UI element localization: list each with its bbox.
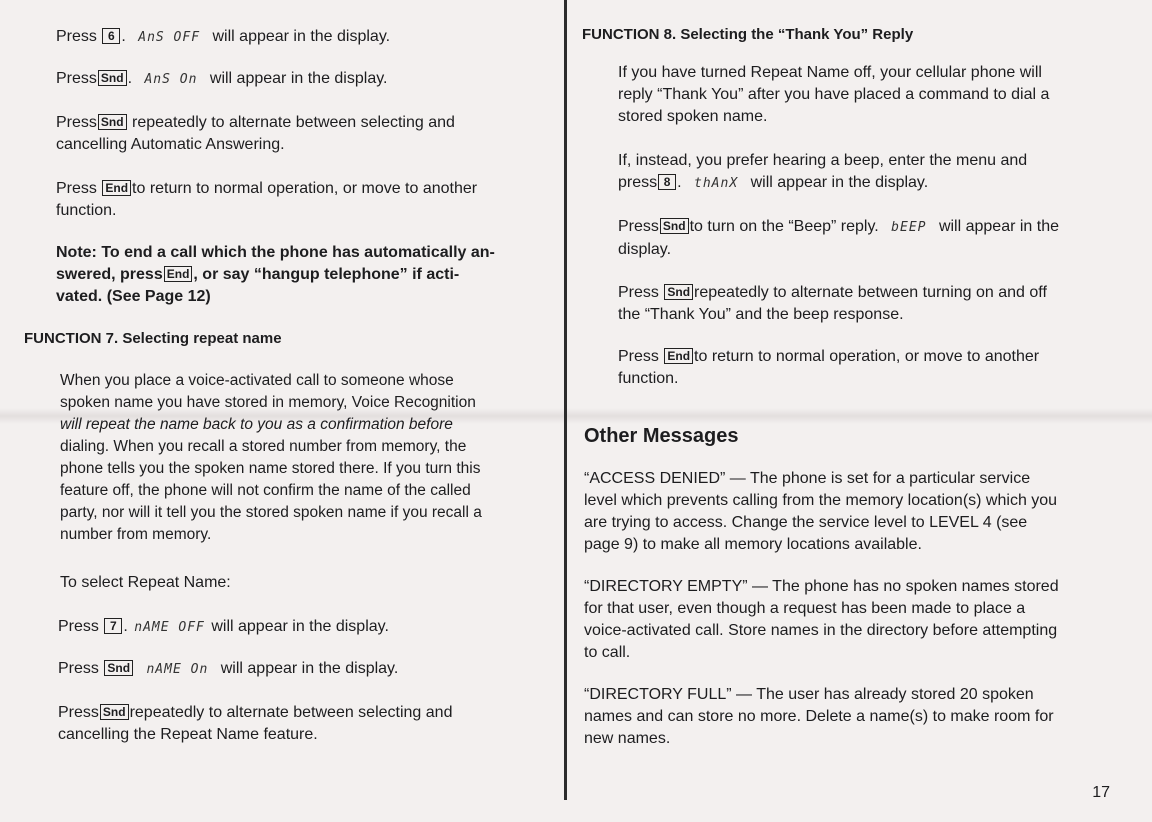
key-snd-icon: Snd (660, 218, 689, 234)
key-8-icon: 8 (658, 174, 676, 190)
text: , or say “hangup telephone” if acti- (193, 266, 460, 283)
key-snd-icon: Snd (104, 660, 133, 676)
line: will repeat the name back to you as a confirmation before (60, 416, 453, 433)
line: reply “Thank You” after you have placed a command to dial a (618, 86, 1050, 103)
lcd-readout: nAME On (146, 662, 209, 677)
text: function. (618, 370, 679, 387)
text: Press (58, 618, 99, 635)
text: Press (618, 218, 659, 235)
left-page (0, 0, 566, 822)
text: the “Thank You” and the beep response. (618, 306, 904, 323)
text: Note: To end a call which the phone has automatically an- (56, 244, 495, 261)
step-press-snd-repeat (56, 112, 455, 156)
line: phone tells you the spoken name stored there. If you turn this (60, 460, 481, 477)
message-directory-full (584, 684, 1054, 750)
select-repeat-name: To select Repeat Name: (60, 574, 231, 591)
beep-instruction: If, instead, you prefer hearing a beep, enter the menu and press 8 . thAnX will appear in the display. (618, 152, 1028, 191)
step-press-snd: Press Snd . AnS On will appear in the display. (56, 70, 388, 87)
line: “DIRECTORY FULL” — The user has already stored 20 spoken (584, 686, 1034, 703)
function7-body (60, 370, 482, 546)
lcd-readout: thAnX (694, 176, 739, 191)
text: repeatedly to alternate between selecting and (132, 114, 455, 131)
text: display. (618, 241, 672, 258)
text: to return to normal operation, or move to another (132, 180, 478, 197)
step-press-end-right (618, 346, 1039, 390)
text: cancelling Automatic Answering. (56, 136, 285, 153)
text: to turn on the “Beep” reply. (689, 218, 879, 235)
step-press-snd-beep (618, 216, 1059, 261)
line: to call. (584, 644, 631, 661)
step-press-snd-toggle (618, 282, 1047, 326)
function8-heading: FUNCTION 8. Selecting the “Thank You” Reply (582, 26, 914, 43)
line: new names. (584, 730, 671, 747)
line: voice-activated call. Store names in the directory before attempting (584, 622, 1058, 639)
text: will appear in the display. (220, 660, 399, 677)
key-end-icon: End (664, 348, 693, 364)
text: will appear in the display. (750, 174, 929, 191)
text: vated. (See Page 12) (56, 288, 211, 305)
text: Press (56, 180, 97, 197)
lcd-readout: nAME OFF (134, 620, 205, 635)
key-snd-icon: Snd (664, 284, 693, 300)
key-end-icon: End (102, 180, 131, 196)
note (56, 242, 495, 308)
text: Press (56, 114, 97, 131)
text: Press (58, 704, 99, 721)
step-press-6: Press 6 . AnS OFF will appear in the display. (56, 28, 391, 45)
text: repeatedly to alternate between turning on and off (694, 284, 1047, 301)
lcd-readout: AnS OFF (138, 30, 201, 45)
right-page (568, 0, 1152, 822)
text: Press (58, 660, 99, 677)
text: Press (56, 70, 97, 87)
text: cancelling the Repeat Name feature. (58, 726, 318, 743)
text: Press (56, 28, 97, 45)
text: Press (618, 284, 659, 301)
text: press (618, 174, 658, 191)
line: dialing. When you recall a stored number from memory, the (60, 438, 467, 455)
step-press-snd-name (58, 658, 398, 681)
message-access-denied (584, 468, 1057, 556)
text: function. (56, 202, 117, 219)
page-number: 17 (1092, 784, 1110, 801)
key-snd-icon: Snd (98, 70, 127, 86)
lcd-readout: AnS On (144, 72, 198, 87)
line: When you place a voice-activated call to someone whose (60, 372, 454, 389)
step-press-end (56, 178, 477, 222)
line: “DIRECTORY EMPTY” — The phone has no spoken names stored (584, 578, 1059, 595)
line: page 9) to make all memory locations available. (584, 536, 922, 553)
text: repeatedly to alternate between selecting and (129, 704, 453, 721)
line: party, nor will it tell you the stored spoken name if you recall a (60, 504, 482, 521)
line: names and can store no more. Delete a name(s) to make room for (584, 708, 1054, 725)
message-directory-empty (584, 576, 1059, 664)
other-messages-title: Other Messages (584, 425, 739, 447)
line: If you have turned Repeat Name off, your cellular phone will (618, 64, 1042, 81)
line: “ACCESS DENIED” — The phone is set for a particular service (584, 470, 1031, 487)
step-press-snd-repeat-name (58, 702, 452, 746)
line: for that user, even though a request has been made to place a (584, 600, 1026, 617)
text: will appear in the (938, 218, 1060, 235)
text: If, instead, you prefer hearing a beep, enter the menu and (618, 152, 1028, 169)
line: number from memory. (60, 526, 212, 543)
key-snd-icon: Snd (98, 114, 127, 130)
text: will appear in the display. (211, 618, 389, 635)
key-6-icon: 6 (102, 28, 120, 44)
step-press-7: Press 7 . nAME OFF will appear in the display. (58, 618, 389, 635)
text: Press (618, 348, 659, 365)
line: spoken name you have stored in memory, Voice Recognition (60, 394, 476, 411)
lcd-readout: bEEP (891, 220, 927, 235)
key-7-icon: 7 (104, 618, 122, 634)
text: swered, press (56, 266, 163, 283)
line: feature off, the phone will not confirm the name of the called (60, 482, 471, 499)
function8-body (618, 62, 1049, 128)
text: to return to normal operation, or move to another (694, 348, 1040, 365)
line: level which prevents calling from the memory location(s) which you (584, 492, 1058, 509)
text: will appear in the display. (209, 70, 388, 87)
key-snd-icon: Snd (100, 704, 129, 720)
text: will appear in the display. (212, 28, 391, 45)
line: are trying to access. Change the service level to LEVEL 4 (see (584, 514, 1028, 531)
function7-heading: FUNCTION 7. Selecting repeat name (24, 330, 282, 347)
line: stored spoken name. (618, 108, 768, 125)
key-end-icon: End (164, 266, 193, 282)
